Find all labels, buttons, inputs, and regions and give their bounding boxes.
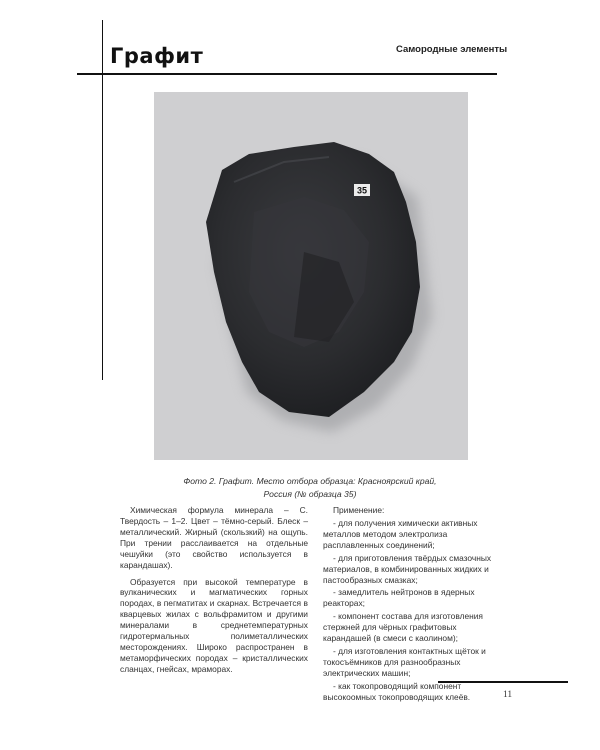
usage-item: - как токопроводящий компонент высокоомных токопроводящих клеёв.: [323, 680, 471, 702]
usage-item: - для получения химически активных металлов методом электролиза расплавленных соединений;: [323, 517, 478, 550]
description-column: [120, 505, 308, 681]
caption-line-2: Россия (№ образца 35): [263, 488, 357, 499]
sample-number: 35: [356, 185, 368, 196]
section-title: Самородные элементы: [396, 44, 508, 55]
caption-line-1: Фото 2. Графит. Место отбора образца: Красноярский край,: [183, 476, 437, 486]
description-paragraph: Химическая формула минерала – С. Твердость – 1–2. Цвет – тёмно-серый. Блеск – металлический. Жирный (скользкий) на ощупь. При трении расслаивается на отдельные чешуйки (это свойство используется в карандашах).: [120, 505, 308, 570]
usage-list: [323, 518, 503, 703]
description-paragraph: Образуется при высокой температуре в вулканических и магматических горных породах, в пегматитах и скарнах. Встречается в кварцевых жилах с вольфрамитом и другими минералами в среднетемпературных гидротермальных полиметаллических месторождениях. Широко распространен в метаморфических породах – кристаллических сланцах, гнейсах, мраморах.: [120, 576, 308, 674]
usage-item: - для изготовления контактных щёток и токосъёмников для разнообразных электрических машин;: [323, 646, 486, 678]
usage-column: [323, 505, 503, 705]
header-rule: [77, 73, 497, 75]
usage-heading: Применение:: [333, 505, 385, 515]
usage-item: - замедлитель нейтронов в ядерных реакторах;: [323, 587, 475, 609]
mineral-photo: [154, 92, 468, 460]
page-title: Графит: [110, 44, 204, 68]
usage-item: - для приготовления твёрдых смазочных материалов, в комбинированных жидких и пастообразных смазках;: [323, 552, 492, 585]
photo-caption: [160, 475, 460, 501]
usage-item: - компонент состава для изготовления стержней для чёрных графитовых карандашей (в смеси с каолином);: [323, 611, 483, 644]
page-number: 11: [503, 690, 513, 700]
